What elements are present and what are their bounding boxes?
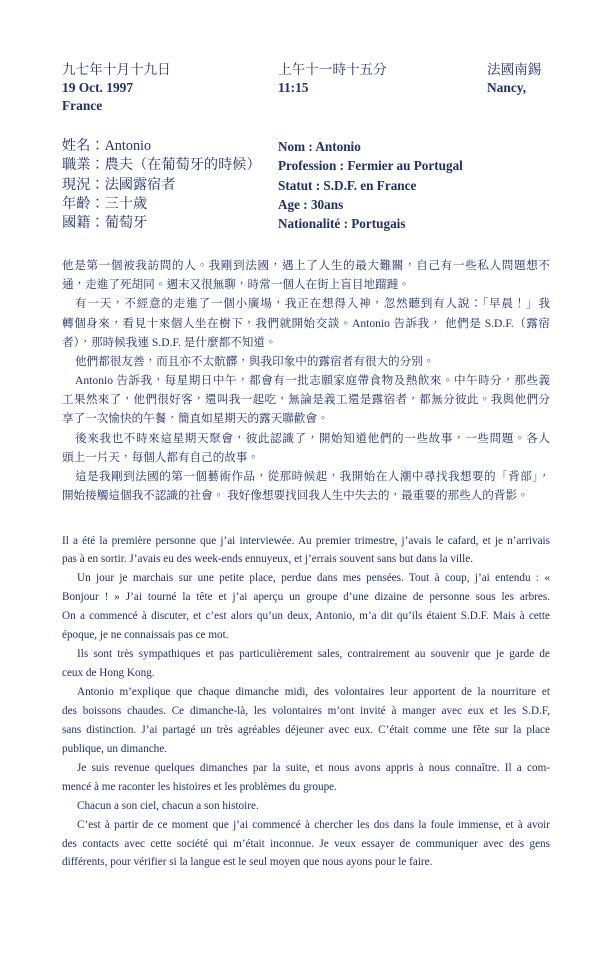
profile-french: [278, 137, 463, 233]
french-paragraph: [62, 645, 550, 683]
paragraph-line: 後來我也不時來這星期天聚會，彼此認識了，開始知道他們的一些故事，一些問題。各人: [75, 431, 550, 445]
profile-age-zh: 年齡：三十歲: [62, 195, 148, 212]
chinese-paragraph: [62, 429, 550, 467]
paragraph-line: 他是第一個被我訪問的人。我剛到法國，遇上了人生的最大難關，自己有一些私人問題想不: [62, 259, 550, 272]
chinese-paragraph: [62, 256, 550, 294]
paragraph-line: 頭上一片天，每個人都有自己的故事。: [62, 450, 260, 464]
profile-nationality-zh: 國籍：葡萄牙: [62, 215, 148, 231]
profile-chinese: [62, 137, 261, 233]
paragraph-line: 開始接觸這個我不認識的社會。 我好像想要找回我人生中失去的，最重要的那些人的背影。: [62, 489, 529, 503]
place-chinese: 法國南錫: [487, 62, 542, 77]
header-time: [278, 61, 387, 97]
paragraph-line: 這是我剛到法國的第一個藝術作品，從那時候起，我開始在人潮中尋找我想要的「背部」，: [75, 469, 550, 483]
paragraph-line: C’est à partir de ce moment que j’ai commencé à chercher les dos dans la foule immense, et à avoir: [77, 818, 550, 831]
header-place: [487, 61, 541, 97]
french-paragraph: [62, 759, 550, 797]
paragraph-line: des contacts avec cette société qui m’était inconnue. Je veux essayer de communiquer avec des gens: [62, 837, 550, 850]
profile-name-fr: Nom : Antonio: [278, 139, 361, 154]
french-paragraph: [62, 797, 550, 816]
header-date: [62, 61, 171, 115]
time-english: 11:15: [278, 80, 309, 95]
paragraph-line: 他們都很友善，而且亦不太骯髒，與我印象中的露宿者有很大的分別。: [75, 354, 435, 368]
profile-occupation-fr: Profession : Fermier au Portugal: [278, 158, 463, 174]
profile-nationality-fr: Nationalité : Portugais: [278, 216, 406, 231]
paragraph-line: différents, pour vérifier si la langue est le seul moyen que nous ayons pour le faire.: [62, 856, 433, 869]
french-paragraph: [62, 532, 550, 570]
profile-status-zh: 現況：法國露宿者: [62, 176, 176, 193]
paragraph-line: Chacun a son ciel, chacun a son histoire.: [77, 799, 259, 812]
profile-name-zh: 姓名：Antonio: [62, 138, 152, 154]
paragraph-line: Bonjour ! » J’ai tourné la tête et j’ai aperçu un groupe d’une dizaine de personne sous les arbres.: [62, 591, 550, 604]
french-text: [62, 532, 550, 873]
paragraph-line: ceux de Hong Kong.: [62, 667, 155, 680]
paragraph-line: 者），那時候我連 S.D.F. 是什麼都不知道。: [62, 335, 277, 349]
time-chinese: 上午十一時十五分: [278, 62, 387, 77]
paragraph-line: pas à en sortir. J’avais eu des week-ends ennuyeux, et j’errais souvent sans but dans la ville.: [62, 553, 474, 566]
paragraph-line: Un jour je marchais sur une petite place, perdue dans mes pensées. Tout à coup, j’ai entendu : «: [77, 572, 550, 585]
country-english: France: [62, 98, 103, 113]
paragraph-line: 有一天，不經意的走進了一個小廣場，我正在想得入神，忽然聽到有人說：「早晨！」我: [75, 297, 550, 311]
paragraph-line: sans distinction. J’ai partagé un très agréables déjeuner avec eux. C’était comme une fête sur la place: [62, 723, 550, 736]
chinese-paragraph: [62, 371, 550, 429]
paragraph-line: 工果然來了，他們很好客，還叫我一起吃，無論是義工還是露宿者，都無分彼此。我與他們分: [62, 393, 550, 407]
profile-age-fr: Age : 30ans: [278, 196, 344, 212]
paragraph-line: époque, je ne connaissais pas ce mot.: [62, 629, 229, 642]
chinese-text: [62, 256, 550, 505]
chinese-paragraph: [62, 294, 550, 352]
paragraph-line: 轉個身來，看見十來個人坐在樹下，我們就開始交談。Antonio 告訴我， 他們是 S.D.F.（露宿: [62, 316, 550, 330]
paragraph-line: 享了一次愉快的午餐，簡直如星期天的露天聯歡會。: [62, 412, 329, 426]
place-english: Nancy,: [487, 80, 527, 95]
paragraph-line: Je suis revenue quelques dimanches par la suite, et nous avons appris à nous connaître. Il a com-: [77, 761, 550, 774]
paragraph-line: mencé à me raconter les histoires et les problèmes du groupe.: [62, 780, 337, 793]
paragraph-line: des boissons chaudes. Ce dimanche-là, les volontaires m’ont invité à manger avec eux et les S.D.F,: [62, 704, 550, 717]
paragraph-line: publique, un dimanche.: [62, 742, 168, 755]
profile-occupation-zh: 職業：農夫（在葡萄牙的時候）: [62, 157, 261, 174]
french-paragraph: [62, 816, 550, 873]
date-english: 19 Oct. 1997: [62, 80, 134, 95]
french-paragraph: [62, 683, 550, 759]
paragraph-line: Antonio m’explique que chaque dimanche midi, des volontaires leur apportent de la nourriture et: [77, 686, 550, 698]
paragraph-line: 通，走進了死胡同。週末又很無聊，時常一個人在街上盲目地蹓躂。: [62, 278, 410, 292]
paragraph-line: Antonio 告訴我，每星期日中午，都會有一批志願家庭帶食物及熱飲來。中午時分，那些義: [75, 374, 550, 388]
date-chinese: 九七年十月十九日: [62, 62, 171, 77]
paragraph-line: Il a été la première personne que j’ai interviewée. Au premier trimestre, j’avais le cafard, et je n’arrivais: [62, 534, 550, 547]
chinese-paragraph: [62, 352, 550, 371]
chinese-paragraph: [62, 467, 550, 505]
paragraph-line: Ils sont très sympathiques et pas particulièrement sales, contrairement au souvenir que je garde de: [77, 648, 550, 661]
french-paragraph: [62, 569, 550, 645]
profile-status-fr: Statut : S.D.F. en France: [278, 177, 417, 193]
paragraph-line: On a commencé à discuter, et c’est alors qu’un deux, Antonio, m’a dit qu’ils étaient S.D.F. Mais à cette: [62, 610, 550, 623]
